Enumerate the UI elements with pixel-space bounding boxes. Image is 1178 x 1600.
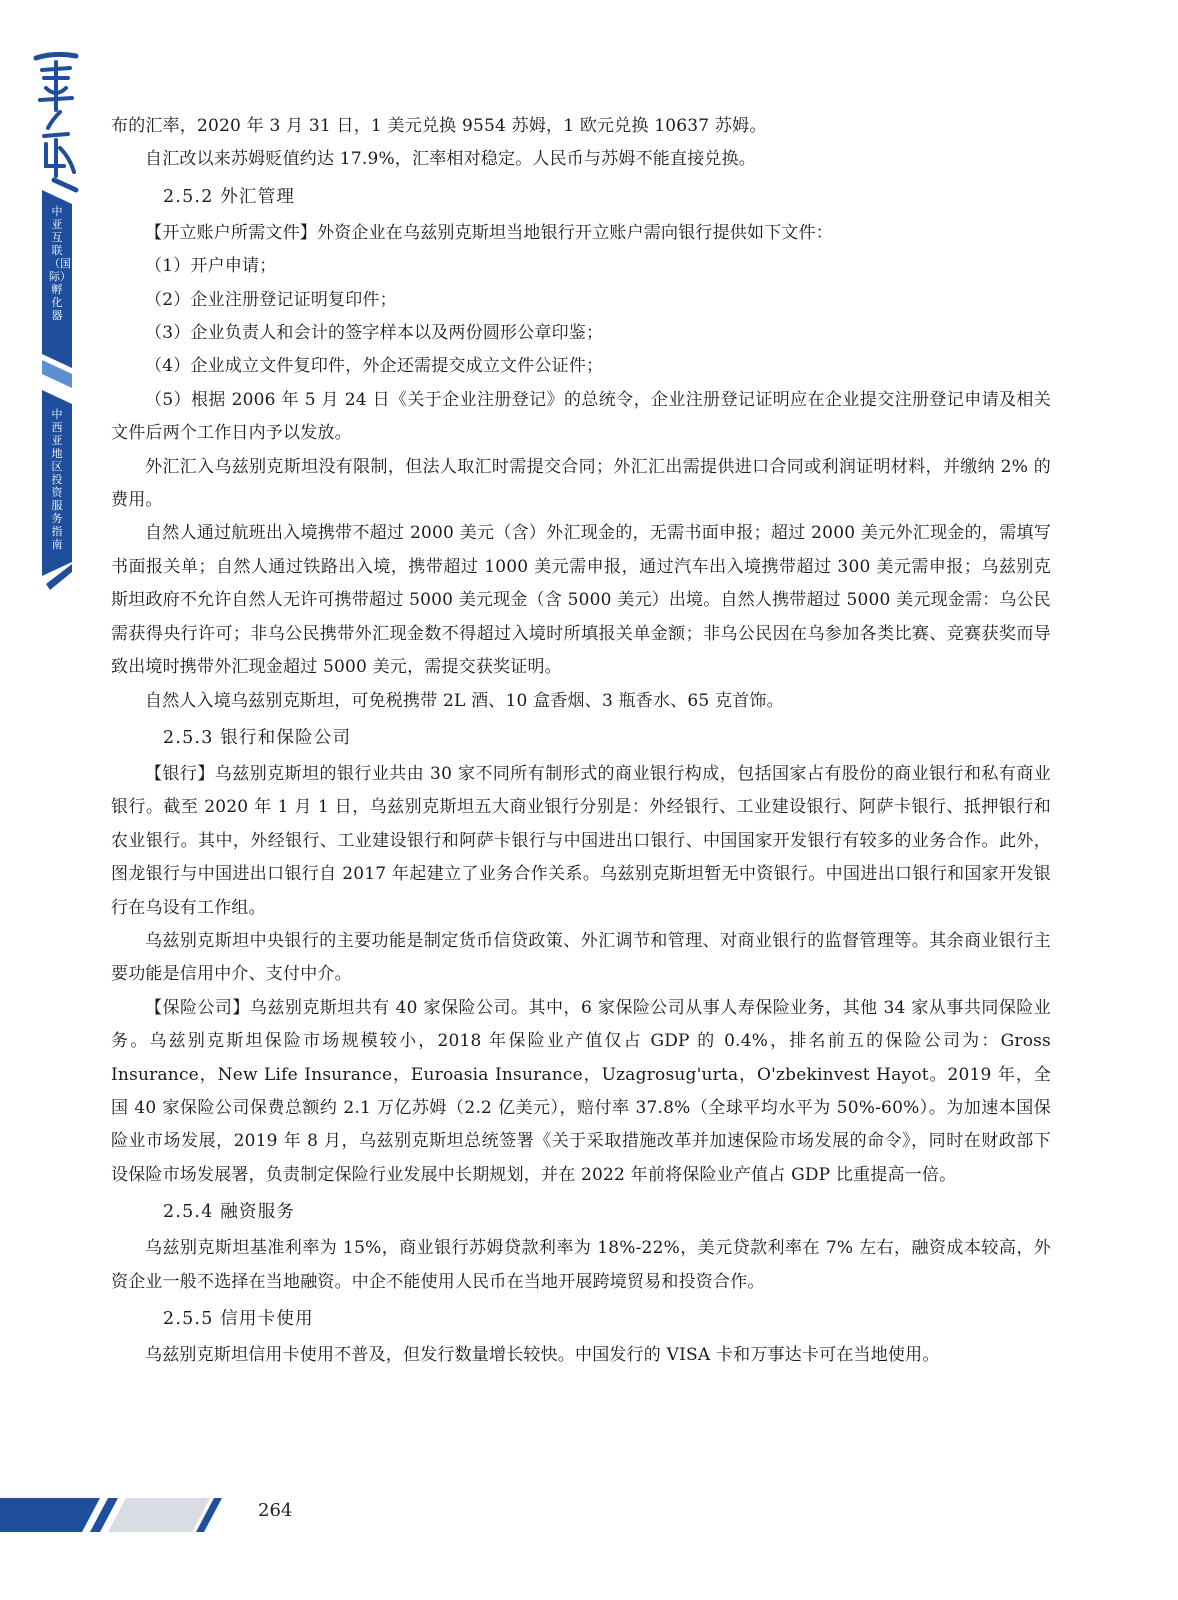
paragraph: 乌兹别克斯坦中央银行的主要功能是制定货币信贷政策、外汇调节和管理、对商业银行的监督管理等。其余商业银行主要功能是信用中介、支付中介。: [111, 930, 1051, 985]
page-content: [111, 110, 1051, 1372]
belt-road-logo: [30, 48, 80, 193]
paragraph: 乌兹别克斯坦信用卡使用不普及，但发行数量增长较快。中国发行的 VISA 卡和万事达卡可在当地使用。: [145, 1345, 940, 1365]
list-item: （2）企业注册登记证明复印件；: [145, 289, 397, 310]
page-number: 264: [258, 1500, 293, 1521]
sidebar-guide-label: 中西亚地区投资服务指南: [51, 408, 63, 551]
list-item: （4）企业成立文件复印件，外企还需提交成立文件公证件；: [145, 356, 604, 377]
list-item: （5）根据 2006 年 5 月 24 日《关于企业注册登记》的总统令，企业注册登记证明应在企业提交注册登记申请及相关文件后两个工作日内予以发放。: [111, 389, 1051, 444]
footer-stripes: [0, 1490, 230, 1540]
paragraph: 外汇汇入乌兹别克斯坦没有限制，但法人取汇时需提交合同；外汇汇出需提供进口合同或利润证明材料，并缴纳 2% 的费用。: [111, 456, 1051, 511]
paragraph: 自汇改以来苏姆贬值约达 17.9%，汇率相对稳定。人民币与苏姆不能直接兑换。: [145, 149, 757, 170]
paragraph: 【开立账户所需文件】外资企业在乌兹别克斯坦当地银行开立账户需向银行提供如下文件：: [145, 222, 833, 243]
section-heading-2-5-4: 2.5.4 融资服务: [163, 1202, 296, 1223]
list-item: （3）企业负责人和会计的签字样本以及两份圆形公章印鉴；: [145, 323, 604, 344]
paragraph: 乌兹别克斯坦基准利率为 15%，商业银行苏姆贷款利率为 18%-22%，美元贷款利率在 7% 左右，融资成本较高，外资企业一般不选择在当地融资。中企不能使用人民币在当地开展跨境贸易和投资合作。: [111, 1238, 1051, 1292]
section-heading-2-5-2: 2.5.2 外汇管理: [163, 186, 296, 207]
paragraph: 自然人入境乌兹别克斯坦，可免税携带 2L 酒、10 盒香烟、3 瓶香水、65 克首饰。: [145, 690, 784, 711]
paragraph: 【保险公司】乌兹别克斯坦共有 40 家保险公司。其中，6 家保险公司从事人寿保险业务，其他 34 家从事共同保险业务。乌兹别克斯坦保险市场规模较小，2018 年保险业产值仅占 GDP 的 0.4%，排名前五的保险公司为：Gross Insurance，New Life Insurance，Euroasia Insurance，Uzagrosug'urta，O'zbekinvest Hayot。2019 年，全国 40 家保险公司保费总额约 2.1 万亿苏姆（2.2 亿美元），赔付率 37.8%（全球平均水平为 50%-60%）。为加速本国保险业市场发展，2019 年 8 月，乌兹别克斯坦总统签署《关于采取措施改革并加速保险市场发展的命令》，同时在财政部下设保险市场发展署，负责制定保险行业发展中长期规划，并在 2022 年前将保险业产值占 GDP 比重提高一倍。: [111, 997, 1051, 1185]
section-heading-2-5-3: 2.5.3 银行和保险公司: [163, 727, 352, 748]
section-heading-2-5-5: 2.5.5 信用卡使用: [163, 1309, 314, 1329]
paragraph: 自然人通过航班出入境携带不超过 2000 美元（含）外汇现金的，无需书面申报；超过 2000 美元外汇现金的，需填写书面报关单；自然人通过铁路出入境，携带超过 1000 美元需申报，通过汽车出入境携带超过 300 美元需申报；乌兹别克斯坦政府不允许自然人无许可携带超过 5000 美元现金（含 5000 美元）出境。自然人携带超过 5000 美元现金需：乌公民需获得央行许可；非乌公民携带外汇现金数不得超过入境时所填报关单金额；非乌公民因在乌参加各类比赛、竞赛获奖而导致出境时携带外汇现金超过 5000 美元，需提交获奖证明。: [111, 523, 1051, 678]
paragraph: 【银行】乌兹别克斯坦的银行业共由 30 家不同所有制形式的商业银行构成，包括国家占有股份的商业银行和私有商业银行。截至 2020 年 1 月 1 日，乌兹别克斯坦五大商业银行分别是：外经银行、工业建设银行、阿萨卡银行、抵押银行和农业银行。其中，外经银行、工业建设银行和阿萨卡银行与中国进出口银行、中国国家开发银行有较多的业务合作。此外，图龙银行与中国进出口银行自 2017 年起建立了业务合作关系。乌兹别克斯坦暂无中资银行。中国进出口银行和国家开发银行在乌设有工作组。: [111, 763, 1052, 918]
paragraph: 布的汇率，2020 年 3 月 31 日，1 美元兑换 9554 苏姆，1 欧元兑换 10637 苏姆。: [111, 116, 767, 136]
sidebar-section-label: 中亚互联（国际）孵化器: [49, 205, 71, 322]
list-item: （1）开户申请；: [145, 256, 277, 277]
